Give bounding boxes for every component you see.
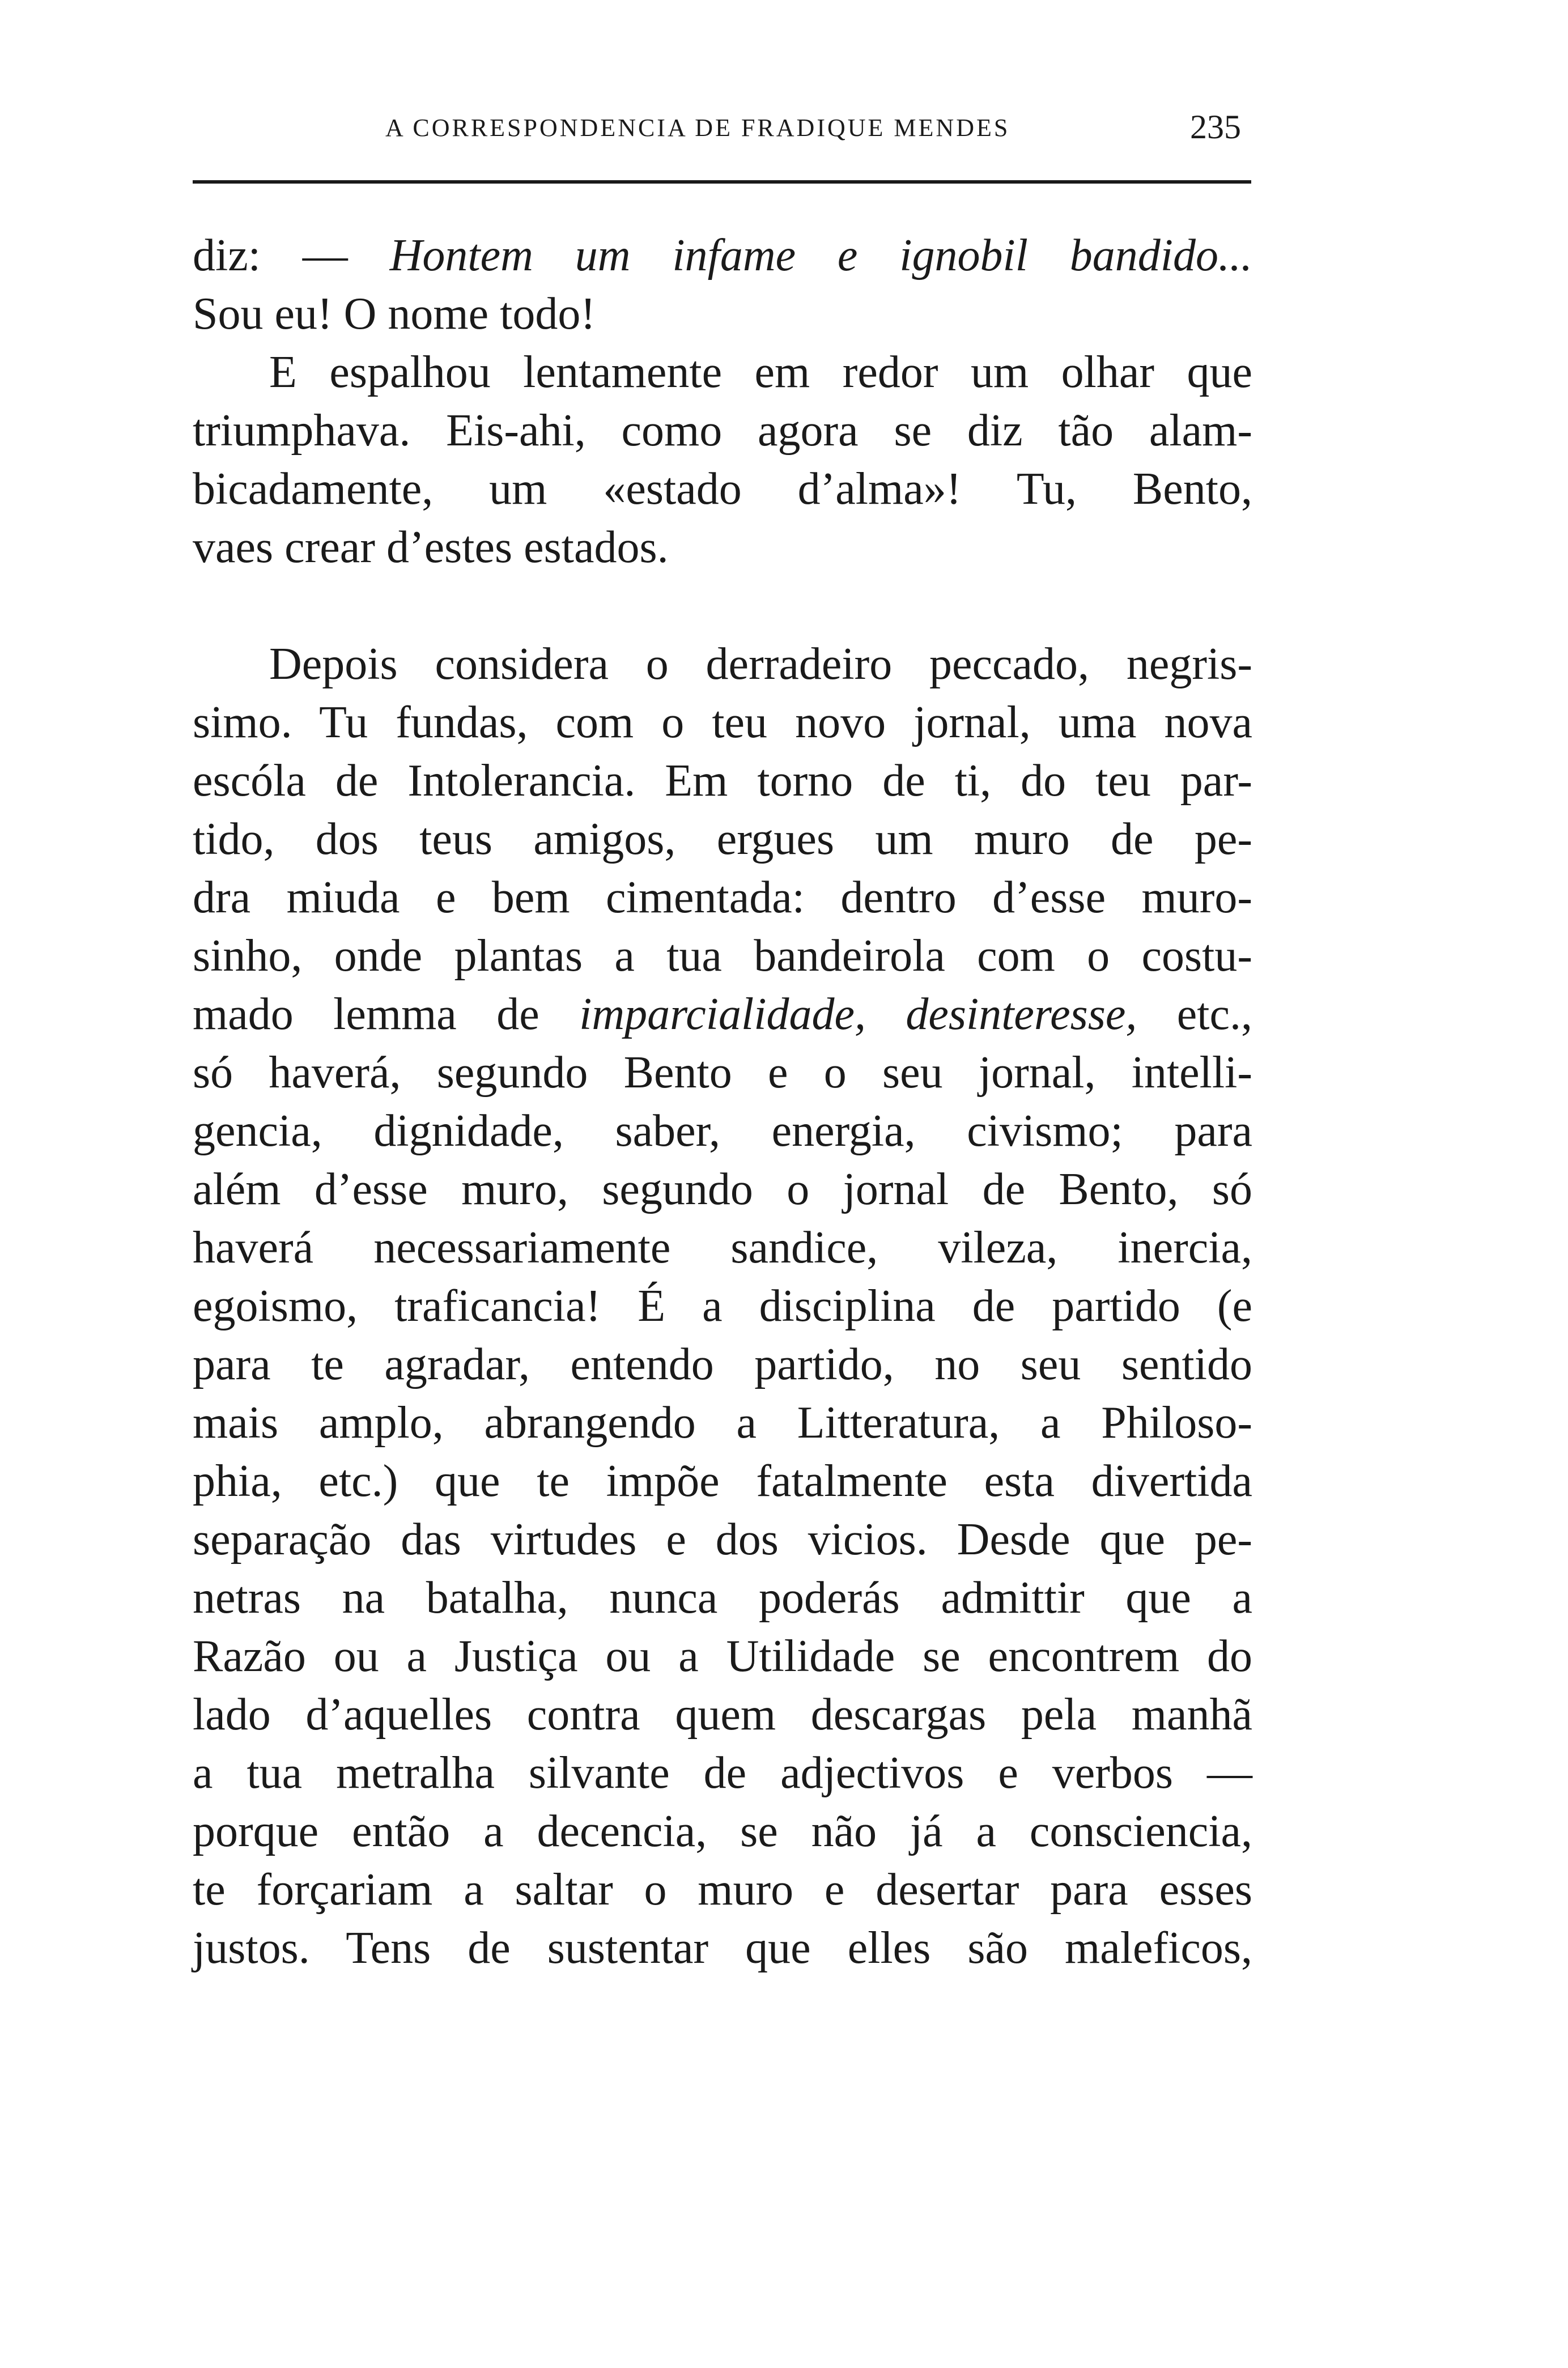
paragraph-gap	[193, 577, 1252, 635]
text-line: Depois considera o derradeiro peccado, negris-	[269, 639, 1252, 689]
text-line: E espalhou lentamente em redor um olhar que	[269, 347, 1252, 397]
text-line: triumphava. Eis-ahi, como agora se diz tão alam-	[193, 406, 1252, 456]
text-span: mado lemma de	[193, 989, 580, 1039]
text-line: separação das virtudes e dos vicios. Desde que pe-	[193, 1515, 1252, 1565]
text-line: só haverá, segundo Bento e o seu jornal, intelli-	[193, 1048, 1252, 1098]
text-line	[193, 227, 1252, 285]
text-line: netras na batalha, nunca poderás admittir que a	[193, 1573, 1252, 1623]
text-span: etc.,	[1137, 989, 1253, 1039]
body-text	[193, 227, 1252, 1978]
italic-quote: Hontem um infame e ignobil bandido...	[389, 231, 1253, 280]
page-number: 235	[1190, 108, 1241, 146]
text-line: mais amplo, abrangendo a Litteratura, a Philoso-	[193, 1398, 1252, 1448]
text-line: bicadamente, um «estado d’alma»! Tu, Bento,	[193, 464, 1252, 514]
text-line: Razão ou a Justiça ou a Utilidade se encontrem do	[193, 1631, 1252, 1681]
text-line: dra miuda e bem cimentada: dentro d’esse muro-	[193, 873, 1252, 922]
running-title: A CORRESPONDENCIA DE FRADIQUE MENDES	[385, 114, 1010, 142]
text-line: haverá necessariamente sandice, vileza, inercia,	[193, 1223, 1252, 1273]
header-rule	[193, 180, 1251, 184]
text-span: diz: —	[193, 231, 390, 280]
text-line: egoismo, traficancia! É a disciplina de partido (e	[193, 1281, 1252, 1331]
running-head	[193, 108, 1252, 153]
text-line: phia, etc.) que te impõe fatalmente esta divertida	[193, 1456, 1252, 1506]
text-line: gencia, dignidade, saber, energia, civismo; para	[193, 1106, 1252, 1156]
text-line: te forçariam a saltar o muro e desertar para esses	[193, 1865, 1252, 1915]
text-line: porque então a decencia, se não já a consciencia,	[193, 1806, 1252, 1856]
text-line: para te agradar, entendo partido, no seu sentido	[193, 1340, 1252, 1389]
text-line: sinho, onde plantas a tua bandeirola com o costu-	[193, 931, 1252, 981]
text-line: escóla de Intolerancia. Em torno de ti, do teu par-	[193, 756, 1252, 806]
text-line: simo. Tu fundas, com o teu novo jornal, uma nova	[193, 698, 1252, 747]
text-line	[193, 985, 1252, 1044]
text-line: justos. Tens de sustentar que elles são maleficos,	[193, 1923, 1252, 1973]
text-line: além d’esse muro, segundo o jornal de Bento, só	[193, 1164, 1252, 1214]
text-line: a tua metralha silvante de adjectivos e verbos —	[193, 1748, 1252, 1798]
italic-phrase: imparcialidade, desinteresse,	[579, 989, 1137, 1039]
text-line: lado d’aquelles contra quem descargas pela manhã	[193, 1690, 1252, 1740]
text-line: Sou eu! O nome todo!	[193, 289, 596, 339]
text-line: vaes crear d’estes estados.	[193, 522, 669, 572]
text-line: tido, dos teus amigos, ergues um muro de pe-	[193, 814, 1252, 864]
